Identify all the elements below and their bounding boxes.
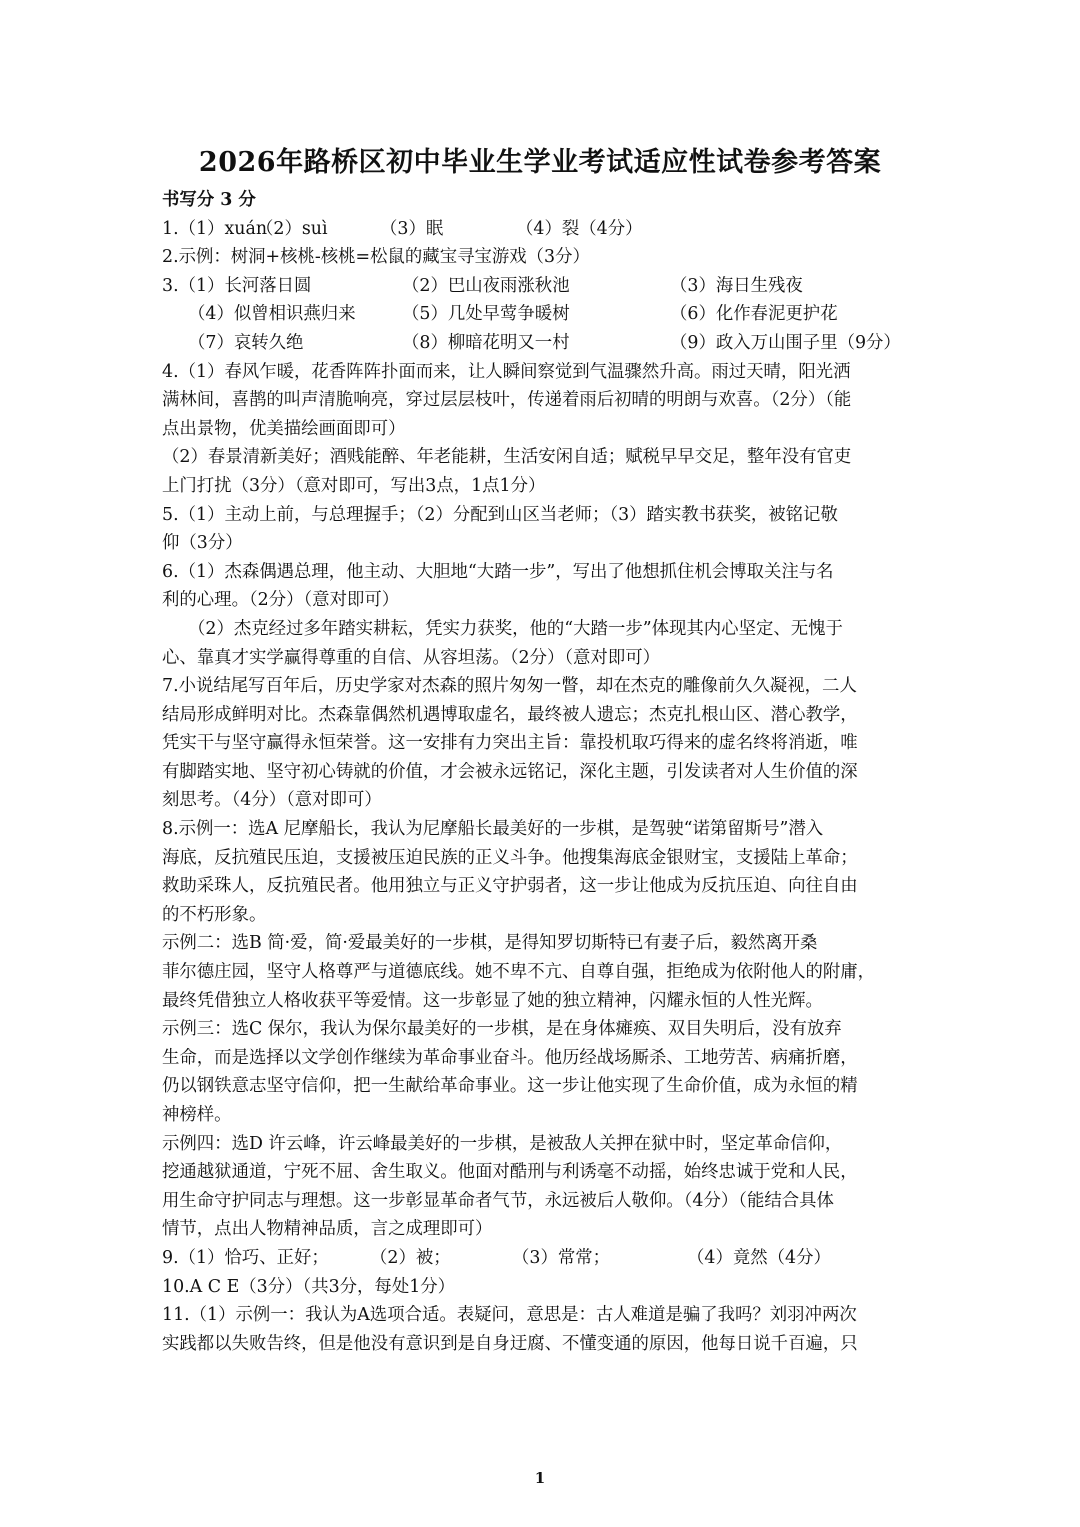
answer-line: （2）杰克经过多年踏实耕耘，凭实力获奖，他的“大踏一步”体现其内心坚定、无愧于: [188, 618, 843, 639]
answer-9-part: （4）竟然（4分）: [687, 1247, 831, 1268]
answer-line: 利的心理。（2分）（意对即可）: [162, 590, 400, 611]
answer-3-item: （6）化作春泥更护花: [670, 304, 838, 325]
answer-1-part: 1.（1）xuán: [162, 218, 268, 239]
answer-line: 10.A C E（3分）（共3分，每处1分）: [162, 1276, 456, 1297]
answer-line: 挖通越狱通道，宁死不屈、舍生取义。他面对酷刑与利诱毫不动摇，始终忠诚于党和人民，: [162, 1162, 858, 1183]
answer-9-part: 9.（1）恰巧、正好；: [162, 1247, 329, 1268]
answer-line: （2）春景清新美好；酒贱能醉、年老能耕，生活安闲自适；赋税早早交足，整年没有官吏: [162, 447, 852, 468]
answer-line: 6.（1）杰森偶遇总理，他主动、大胆地“大踏一步”，写出了他想抓住机会博取关注与名: [162, 561, 834, 582]
page-title: 2026年路桥区初中毕业生学业考试适应性试卷参考答案: [198, 147, 882, 178]
answer-3-item: （4）似曾相识燕归来: [188, 304, 356, 325]
answer-3-row: [162, 329, 932, 358]
answer-line: 最终凭借独立人格收获平等爱情。这一步彰显了她的独立精神，闪耀永恒的人性光辉。: [162, 990, 823, 1011]
answer-line: 5.（1）主动上前，与总理握手；（2）分配到山区当老师；（3）踏实教书获奖，被铭记敬: [162, 504, 838, 525]
answer-1: [162, 215, 932, 244]
page-number: 1: [534, 1469, 546, 1487]
answer-1-part: （3）眠: [380, 218, 444, 239]
answer-3-row: [162, 272, 932, 301]
answer-line: 刻思考。（4分）（意对即可）: [162, 790, 382, 811]
answer-line: 8.示例一：选A 尼摩船长，我认为尼摩船长最美好的一步棋，是驾驶“诺第留斯号”潜入: [162, 819, 824, 840]
answer-3-item: （9）政入万山围子里（9分）: [670, 332, 901, 353]
answer-line: 生命，而是选择以文学创作继续为革命事业奋斗。他历经战场厮杀、工地劳苦、病痛折磨，: [162, 1047, 858, 1068]
answer-line: 结局形成鲜明对比。杰森靠偶然机遇博取虚名，最终被人遗忘；杰克扎根山区、潜心教学，: [162, 704, 858, 725]
answer-3-item: （7）哀转久绝: [188, 332, 304, 353]
writing-score: 书写分 3 分: [162, 190, 256, 210]
answer-1-part: （4）裂（4分）: [516, 218, 643, 239]
answer-9: [162, 1244, 932, 1273]
answer-line: 示例三：选C 保尔，我认为保尔最美好的一步棋，是在身体瘫痪、双目失明后，没有放弃: [162, 1019, 842, 1040]
answer-line: 示例二：选B 简·爱，简·爱最美好的一步棋，是得知罗切斯特已有妻子后，毅然离开桑: [162, 933, 818, 954]
answer-line: 点出景物，优美描绘画面即可）: [162, 418, 406, 439]
answer-line: 神榜样。: [162, 1105, 232, 1125]
answer-content: [162, 186, 932, 1358]
answer-line: 7.小说结尾写百年后，历史学家对杰森的照片匆匆一瞥，却在杰克的雕像前久久凝视，二人: [162, 676, 857, 697]
answer-line: 有脚踏实地、坚守初心铸就的价值，才会被永远铭记，深化主题，引发读者对人生价值的深: [162, 761, 858, 782]
answer-line: 实践都以失败告终，但是他没有意识到是自身迂腐、不懂变通的原因，他每日说千百遍，只: [162, 1333, 858, 1354]
answer-3-item: （3）海日生残夜: [670, 275, 803, 296]
answer-line: 满林间，喜鹊的叫声清脆响亮，穿过层层枝叶，传递着雨后初晴的明朗与欢喜。（2分）（能: [162, 390, 852, 411]
answer-line: 4.（1）春风乍暖，花香阵阵扑面而来，让人瞬间察觉到气温骤然升高。雨过天晴，阳光洒: [162, 361, 851, 382]
answer-3-row: [162, 300, 932, 329]
answer-line: 海底，反抗殖民压迫，支援被压迫民族的正义斗争。他搜集海底金银财宝，支援陆上革命；: [162, 847, 858, 868]
answer-line: 救助采珠人，反抗殖民者。他用独立与正义守护弱者，这一步让他成为反抗压迫、向往自由: [162, 876, 858, 897]
answer-line: 菲尔德庄园，坚守人格尊严与道德底线。她不卑不亢、自尊自强，拒绝成为依附他人的附庸，: [162, 962, 876, 983]
answer-line: 示例四：选D 许云峰，许云峰最美好的一步棋，是被敌人关押在狱中时，坚定革命信仰，: [162, 1133, 843, 1154]
answer-line: 上门打扰（3分）（意对即可，写出3点，1点1分）: [162, 475, 546, 496]
answer-3-item: 3.（1）长河落日圆: [162, 275, 312, 296]
answer-line: 心、靠真才实学赢得尊重的自信、从容坦荡。（2分）（意对即可）: [162, 647, 660, 668]
answer-line: 情节，点出人物精神品质，言之成理即可）: [162, 1219, 493, 1240]
answer-9-part: （2）被；: [370, 1247, 451, 1268]
answer-2: 2.示例：树洞+核桃-核桃=松鼠的藏宝寻宝游戏（3分）: [162, 247, 590, 268]
answer-line: 用生命守护同志与理想。这一步彰显革命者气节，永远被后人敬仰。（4分）（能结合具体: [162, 1190, 834, 1211]
answer-3-item: （2）巴山夜雨涨秋池: [402, 275, 570, 296]
answer-line: 的不朽形象。: [162, 904, 267, 925]
answer-3-item: （8）柳暗花明又一村: [402, 332, 570, 353]
answer-9-part: （3）常常；: [512, 1247, 611, 1268]
answer-line: 仍以钢铁意志坚守信仰，把一生献给革命事业。这一步让他实现了生命价值，成为永恒的精: [162, 1076, 858, 1097]
answer-1-part: （2）suì: [256, 218, 328, 239]
answer-line: 仰（3分）: [162, 533, 243, 554]
answer-line: 凭实干与坚守赢得永恒荣誉。这一安排有力突出主旨：靠投机取巧得来的虚名终将消逝，唯: [162, 733, 858, 754]
answer-3-item: （5）几处早莺争暖树: [402, 304, 570, 325]
answer-line: 11.（1）示例一：我认为A选项合适。表疑问，意思是：古人难道是骗了我吗？刘羽冲两次: [162, 1305, 857, 1326]
